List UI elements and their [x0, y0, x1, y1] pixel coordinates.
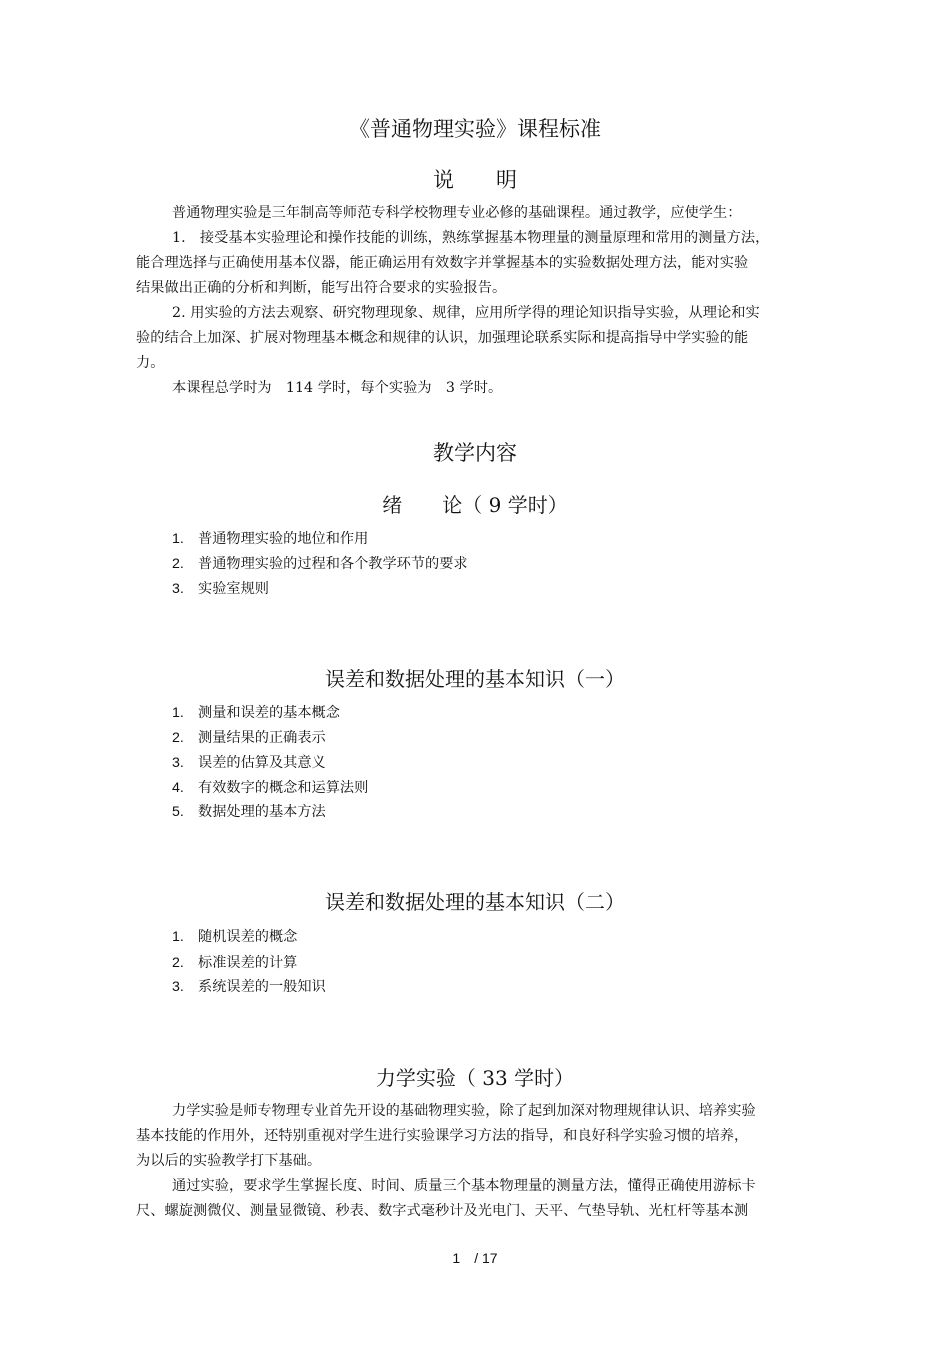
list-item-text: 有效数字的概念和运算法则 — [198, 780, 369, 796]
mechanics-paragraph: 基本技能的作用外，还特别重视对学生进行实验课学习方法的指导，和良好科学实验习惯的培养， — [136, 1128, 749, 1144]
list-item-number: 1. — [172, 929, 184, 945]
list-item-number: 4. — [172, 780, 184, 796]
intro-paragraph: 普通物理实验是三年制高等师范专科学校物理专业必修的基础课程。通过教学，应使学生： — [172, 205, 742, 221]
document-title: 《普通物理实验》课程标准 — [349, 117, 601, 141]
list-item-text: 误差的估算及其意义 — [198, 755, 326, 771]
list-item — [172, 976, 326, 996]
intro-paragraph: 力。 — [136, 355, 165, 371]
list-item-number: 2. — [172, 730, 184, 746]
intro-paragraph: 结果做出正确的分析和判断，能写出符合要求的实验报告。 — [136, 280, 507, 296]
mechanics-paragraph: 为以后的实验教学打下基础。 — [136, 1153, 322, 1169]
list-item-text: 实验室规则 — [198, 581, 269, 597]
mechanics-paragraph: 通过实验，要求学生掌握长度、时间、质量三个基本物理量的测量方法，懂得正确使用游标卡 — [172, 1178, 756, 1194]
intro-paragraph: 验的结合上加深、扩展对物理基本概念和规律的认识，加强理论联系实际和提高指导中学实验的能 — [136, 330, 749, 346]
list-item — [172, 801, 326, 821]
list-item-number: 5. — [172, 804, 184, 820]
list-item-text: 数据处理的基本方法 — [198, 804, 326, 820]
list-item — [172, 553, 468, 573]
list-item-number: 3. — [172, 581, 184, 597]
list-item — [172, 752, 326, 772]
list-item — [172, 777, 368, 797]
list-item-number: 2. — [172, 556, 184, 572]
content-heading: 教学内容 — [433, 441, 517, 465]
list-item — [172, 702, 340, 722]
list-item — [172, 727, 326, 747]
section-heading-errors-1: 误差和数据处理的基本知识（一） — [325, 667, 625, 691]
total-hours-line: 本课程总学时为 114 学时，每个实验为 3 学时。 — [172, 380, 503, 396]
intro-paragraph: 1. 接受基本实验理论和操作技能的训练，熟练掌握基本物理量的测量原理和常用的测量方法， — [172, 230, 770, 246]
intro-paragraph: 2. 用实验的方法去观察、研究物理现象、规律，应用所学得的理论知识指导实验，从理论和实 — [172, 305, 760, 321]
section-heading-intro: 绪 论（ 9 学时） — [382, 493, 568, 517]
section-heading-mechanics: 力学实验（ 33 学时） — [375, 1066, 575, 1090]
list-item-text: 随机误差的概念 — [198, 929, 298, 945]
list-item-number: 3. — [172, 755, 184, 771]
list-item-number: 1. — [172, 705, 184, 721]
section-heading-errors-2: 误差和数据处理的基本知识（二） — [325, 890, 625, 914]
list-item — [172, 578, 269, 598]
list-item-text: 标准误差的计算 — [198, 955, 298, 971]
page-number: 1 / 17 — [452, 1250, 498, 1266]
mechanics-paragraph: 力学实验是师专物理专业首先开设的基础物理实验，除了起到加深对物理规律认识、培养实验 — [172, 1103, 756, 1119]
list-item-number: 1. — [172, 531, 184, 547]
list-item-number: 3. — [172, 979, 184, 995]
list-item-number: 2. — [172, 955, 184, 971]
mechanics-paragraph: 尺、螺旋测微仪、测量显微镜、秒表、数字式毫秒计及光电门、天平、气垫导轨、光杠杆等基本测 — [136, 1203, 749, 1219]
list-item — [172, 952, 297, 972]
intro-heading: 说 明 — [433, 168, 517, 192]
intro-paragraph: 能合理选择与正确使用基本仪器，能正确运用有效数字并掌握基本的实验数据处理方法，能对实验 — [136, 255, 749, 271]
list-item-text: 普通物理实验的地位和作用 — [198, 531, 369, 547]
list-item-text: 测量结果的正确表示 — [198, 730, 326, 746]
list-item-text: 测量和误差的基本概念 — [198, 705, 340, 721]
list-item — [172, 926, 297, 946]
list-item — [172, 528, 368, 548]
list-item-text: 普通物理实验的过程和各个教学环节的要求 — [198, 556, 468, 572]
list-item-text: 系统误差的一般知识 — [198, 979, 326, 995]
